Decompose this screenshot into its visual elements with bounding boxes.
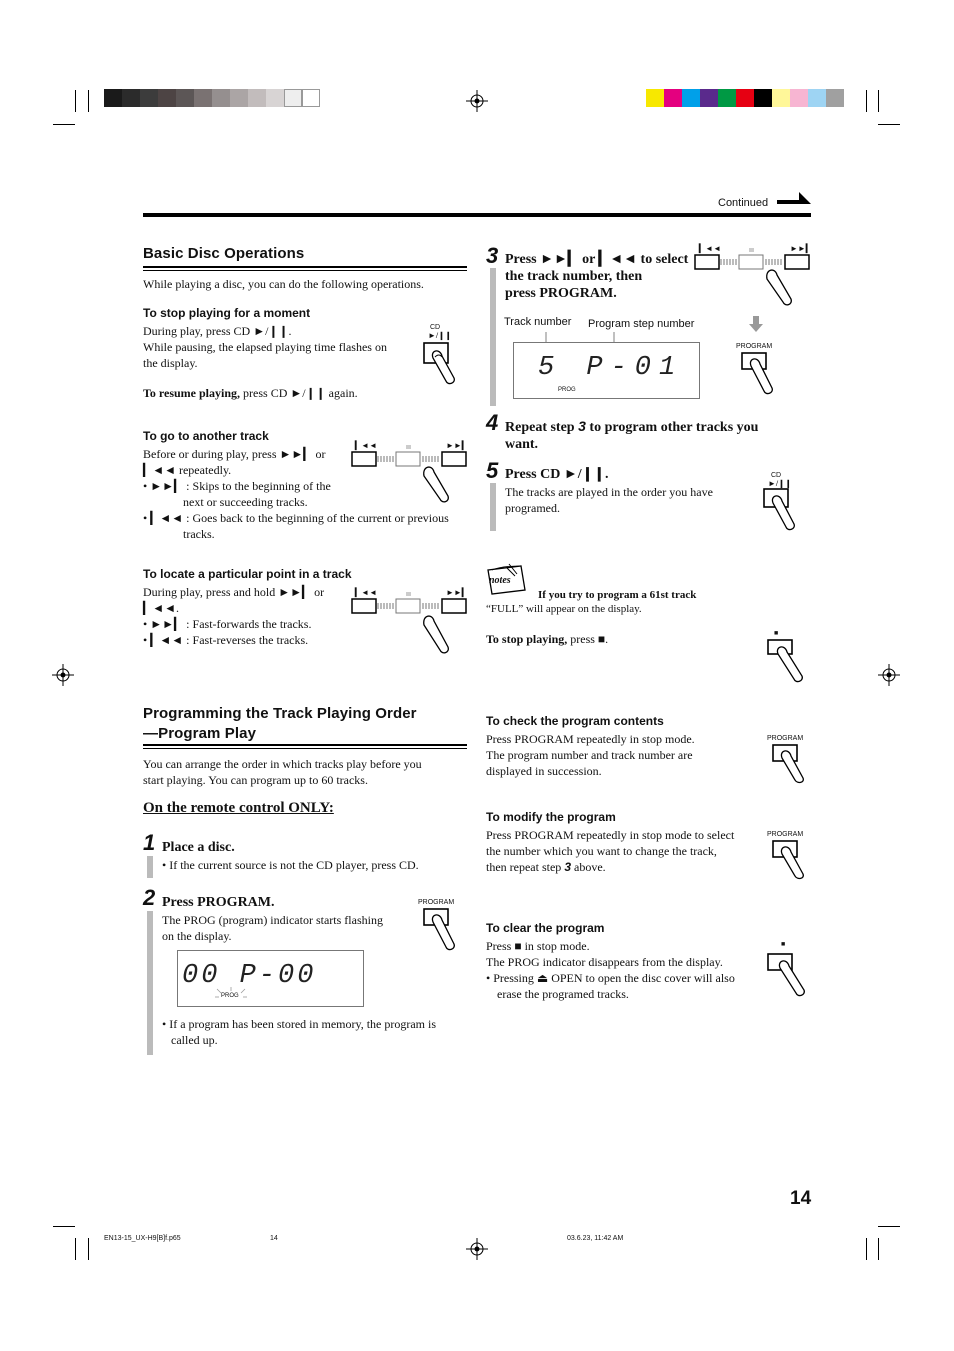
gray-bar-swatch	[248, 89, 266, 107]
display-step3-readout: 5 P-01	[538, 353, 684, 383]
step5-cd-button-press-icon	[760, 486, 806, 532]
footer-file: EN13-15_UX-H9[B]f.p65	[104, 1235, 181, 1242]
color-bar-swatch	[754, 89, 772, 107]
cd-button-label: CD	[430, 324, 441, 331]
stop-moment-text	[143, 323, 387, 371]
resume-text	[143, 385, 358, 401]
hold-buttons-press-icon	[350, 591, 468, 657]
step-5-line-2: programed.	[505, 501, 560, 515]
step-1-text: Place a disc.	[162, 840, 235, 855]
goto-bullet-1: • ►►▎ : Skips to the beginning of the	[143, 479, 331, 493]
note-61st-text: “FULL” will appear on the display.	[486, 603, 642, 615]
next-button-label: ►►▎	[446, 441, 468, 450]
step-1-bar	[147, 856, 153, 878]
stop-playing-rest: press ■.	[567, 632, 609, 646]
prog-indicator: PROG	[558, 387, 576, 393]
program-step-label: Program step number	[588, 318, 695, 330]
gray-bar-swatch	[194, 89, 212, 107]
goto-line-1: Before or during play, press ►►▎ or	[143, 447, 326, 461]
check-line-1: Press PROGRAM repeatedly in stop mode.	[486, 732, 695, 746]
step3-program-button-press-icon	[738, 350, 784, 396]
stop-button-label: ■	[774, 629, 779, 637]
stop-moment-title: To stop playing for a moment	[143, 306, 311, 320]
basic-section-title: Basic Disc Operations	[143, 245, 305, 262]
modify-program-text	[486, 827, 734, 875]
stop-playing-bold: To stop playing,	[486, 632, 568, 646]
basic-title-rule-thin	[143, 270, 467, 271]
stop-line-1: During play, press CD ►/❙❙.	[143, 324, 292, 338]
continued-arrow-icon	[777, 192, 811, 208]
step-2-desc	[162, 912, 383, 944]
step-4-number: 4	[486, 410, 499, 435]
check-line-3: displayed in succession.	[486, 764, 602, 778]
cd-button-label-step5: CD	[771, 472, 782, 479]
color-bar-swatch	[700, 89, 718, 107]
prev-button-label: ▎◄◄	[355, 441, 377, 450]
registration-mark-bottom	[466, 1238, 488, 1260]
step-2-note-1: • If a program has been stored in memory, the program is	[162, 1017, 437, 1031]
prev-button-label-step3: ▎◄◄	[699, 244, 721, 253]
check-program-button-press-icon	[769, 742, 815, 784]
registration-mark-left	[52, 664, 74, 686]
cd-play-pause-label-step5: ►/❙❙	[768, 479, 792, 488]
clear-stop-button-press-icon	[764, 950, 814, 998]
clear-program-text	[486, 938, 735, 1002]
goto-bullet-1b: next or succeeding tracks.	[183, 495, 308, 509]
gray-bar-swatch	[122, 89, 140, 107]
gray-bar-swatch	[212, 89, 230, 107]
clear-line-1: Press ■ in stop mode.	[486, 939, 590, 953]
display-step2-readout: 00 P-00	[182, 961, 317, 991]
modify-line-2: the number which you want to change the track,	[486, 844, 717, 858]
step-3-text	[505, 251, 688, 302]
locate-bullet-2: • ▎◄◄ : Fast-reverses the tracks.	[143, 633, 309, 647]
note-61st-title: If you try to program a 61st track	[538, 589, 697, 601]
color-bar-swatch	[718, 89, 736, 107]
locate-line-1: During play, press and hold ►►▎ or	[143, 585, 325, 599]
program-intro-2: start playing. You can program up to 60 tracks.	[143, 773, 368, 787]
stop-line-2: While pausing, the elapsed playing time flashes on	[143, 340, 387, 354]
prev-button-label-2: ▎◄◄	[355, 588, 377, 597]
color-bar-swatch	[682, 89, 700, 107]
display-step2	[177, 950, 364, 1007]
gray-bar-swatch	[176, 89, 194, 107]
clear-line-4: erase the programed tracks.	[497, 987, 629, 1001]
modify-step-ref: 3	[564, 860, 571, 874]
color-bar-swatch	[772, 89, 790, 107]
gray-calibration-bar	[104, 89, 320, 107]
gray-bar-swatch	[284, 89, 302, 107]
color-calibration-bar	[646, 89, 844, 107]
program-section-title	[143, 704, 417, 744]
program-button-label-step2: PROGRAM	[418, 899, 455, 906]
color-bar-swatch	[826, 89, 844, 107]
stop-button-press-icon	[764, 638, 814, 684]
gray-bar-swatch	[230, 89, 248, 107]
goto-track-title: To go to another track	[143, 429, 269, 443]
resume-bold: To resume playing,	[143, 386, 241, 400]
program-intro-1: You can arrange the order in which tracks play before you	[143, 757, 422, 771]
color-bar-swatch	[790, 89, 808, 107]
step-5-bar	[490, 483, 496, 531]
step-4-ref: 3	[578, 418, 586, 434]
modify-line-3b: above.	[571, 860, 606, 874]
cd-play-pause-label: ►/❙❙	[428, 331, 452, 340]
program-intro	[143, 756, 422, 788]
program-title-line1: Programming the Track Playing Order	[143, 705, 417, 722]
step-2-bar	[147, 911, 153, 1055]
locate-line-2: ▎◄◄.	[143, 601, 179, 615]
down-arrow-icon	[749, 316, 763, 332]
program-button-press-icon	[420, 906, 466, 952]
display-step3	[513, 342, 700, 399]
color-bar-swatch	[646, 89, 664, 107]
step-3-line-2: the track number, then	[505, 269, 643, 284]
step-2-text: Press PROGRAM.	[162, 895, 275, 910]
notes-label: notes	[489, 575, 511, 586]
step-4-part-a: Repeat step	[505, 420, 579, 435]
step-2-line-2: on the display.	[162, 929, 232, 943]
check-program-text	[486, 731, 695, 779]
step-3-line-1: Press ►►▎ or ▎◄◄ to select	[505, 252, 689, 267]
step-2-note-2: called up.	[171, 1033, 218, 1047]
basic-intro: While playing a disc, you can do the following operations.	[143, 277, 424, 291]
footer-page: 14	[270, 1235, 278, 1242]
stop-button-label-clear: ■	[781, 940, 786, 948]
flash-rays-icon	[214, 987, 248, 1005]
program-title-rule	[143, 744, 467, 746]
remote-only-heading: On the remote control ONLY:	[143, 800, 334, 816]
step-5-desc	[505, 484, 713, 516]
gray-bar-swatch	[158, 89, 176, 107]
next-button-label-step3: ►►▎	[790, 244, 812, 253]
modify-line-1: Press PROGRAM repeatedly in stop mode to select	[486, 828, 735, 842]
stop-line-3: the display.	[143, 356, 198, 370]
modify-line-3a: then repeat step	[486, 860, 565, 874]
footer-date: 03.6.23, 11:42 AM	[567, 1235, 624, 1242]
track-number-label: Track number	[504, 316, 572, 328]
program-title-line2: —Program Play	[143, 725, 257, 742]
clear-line-3: • Pressing ⏏ OPEN to open the disc cover will also	[486, 971, 735, 985]
locate-bullet-1: • ►►▎ : Fast-forwards the tracks.	[143, 617, 312, 631]
program-button-label-step3: PROGRAM	[736, 343, 773, 350]
step-2-line-1: The PROG (program) indicator starts flashing	[162, 913, 383, 927]
gray-bar-swatch	[140, 89, 158, 107]
clear-line-2: The PROG indicator disappears from the display.	[486, 955, 723, 969]
basic-title-rule	[143, 266, 467, 268]
gray-bar-swatch	[266, 89, 284, 107]
page-number: 14	[790, 1188, 812, 1209]
step3-skip-buttons-press-icon	[693, 247, 811, 309]
prog-indicator-flashing: PROG	[221, 993, 239, 999]
continued-label: Continued	[718, 197, 769, 209]
step-5-line-1: The tracks are played in the order you have	[505, 485, 713, 499]
clear-program-title: To clear the program	[486, 921, 605, 935]
program-title-rule-thin	[143, 748, 467, 749]
cd-button-press-icon	[420, 340, 466, 386]
goto-bullet-2: • ▎◄◄ : Goes back to the beginning of the current or previous	[143, 511, 449, 525]
check-program-title: To check the program contents	[486, 714, 664, 728]
step-1-note: • If the current source is not the CD player, press CD.	[162, 858, 419, 872]
step-4-part-b: to program other tracks you	[585, 420, 759, 435]
program-button-label-modify: PROGRAM	[767, 831, 804, 838]
check-line-2: The program number and track number are	[486, 748, 693, 762]
registration-mark-top	[466, 90, 488, 112]
program-button-label-check: PROGRAM	[767, 735, 804, 742]
step-3-bar	[490, 268, 496, 406]
resume-rest: press CD ►/❙❙ again.	[240, 386, 358, 400]
gray-bar-swatch	[104, 89, 122, 107]
color-bar-swatch	[736, 89, 754, 107]
step-2-note	[162, 1016, 436, 1048]
goto-line-2: ▎◄◄ repeatedly.	[143, 463, 232, 477]
locate-point-title: To locate a particular point in a track	[143, 567, 352, 581]
next-button-label-2: ►►▎	[446, 588, 468, 597]
step-1-number: 1	[143, 830, 156, 855]
modify-program-button-press-icon	[769, 838, 815, 880]
registration-mark-right	[878, 664, 900, 686]
goto-bullet-2b: tracks.	[183, 527, 215, 541]
step-4-part-c: want.	[505, 437, 539, 452]
step-5-number: 5	[486, 458, 499, 483]
step-3-number: 3	[486, 243, 499, 268]
step-5-text: Press CD ►/❙❙.	[505, 467, 609, 482]
step-4-text	[505, 418, 758, 453]
locate-point-text	[143, 584, 324, 648]
color-bar-swatch	[664, 89, 682, 107]
step-2-number: 2	[143, 885, 156, 910]
step-3-line-3: press PROGRAM.	[505, 286, 617, 301]
gray-bar-swatch	[302, 89, 320, 107]
stop-playing-text	[486, 631, 608, 647]
color-bar-swatch	[808, 89, 826, 107]
header-rule	[143, 213, 811, 217]
modify-program-title: To modify the program	[486, 810, 616, 824]
skip-buttons-press-icon	[350, 444, 468, 504]
